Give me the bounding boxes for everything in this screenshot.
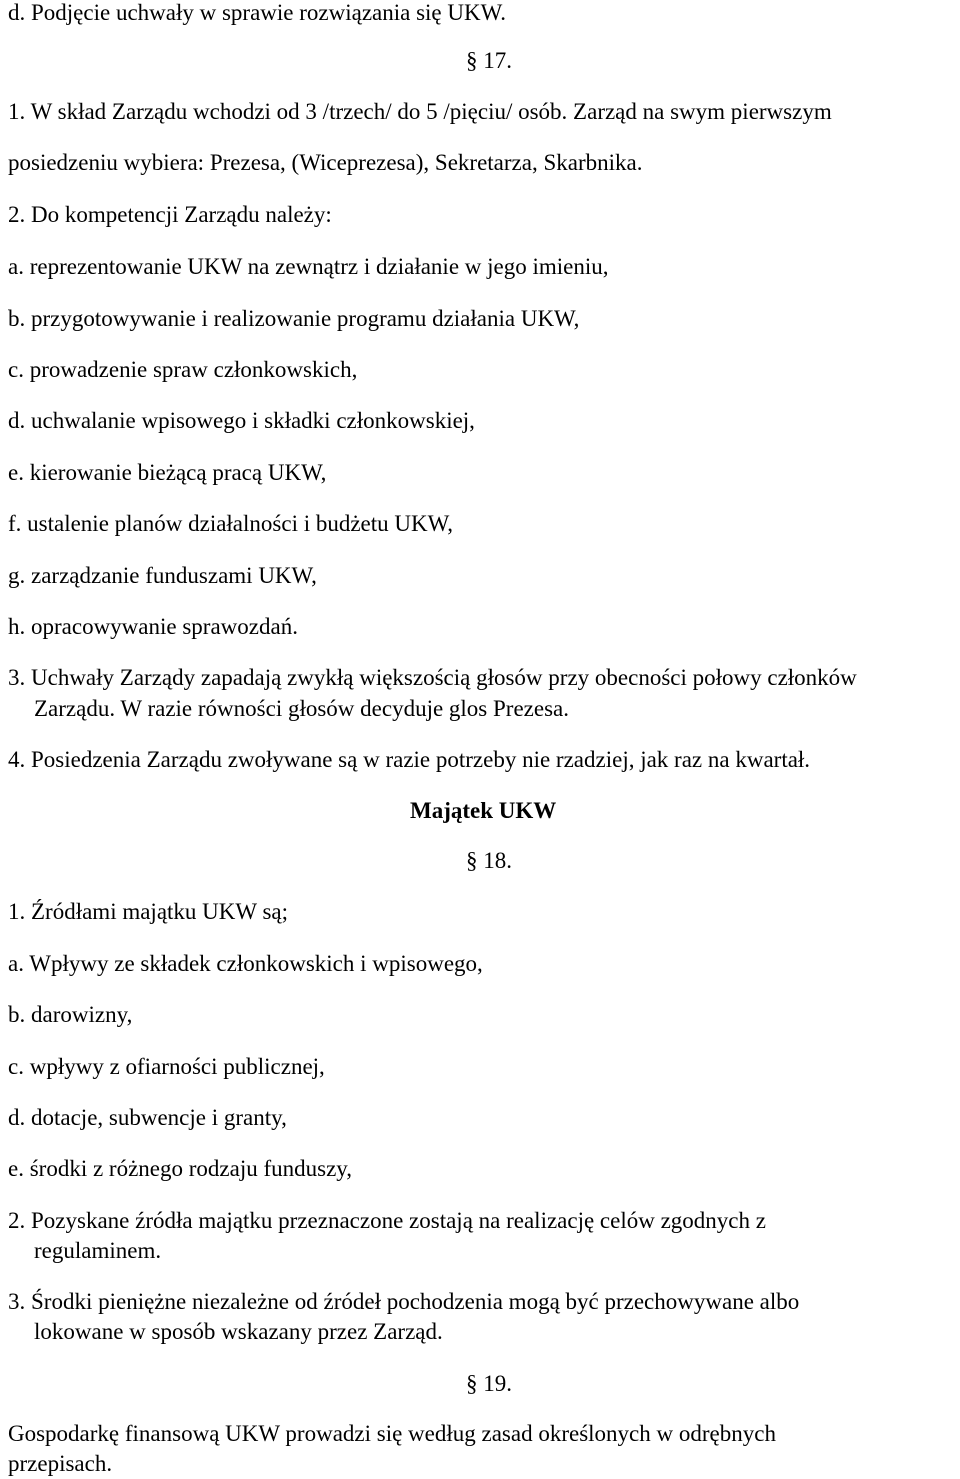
s17-p1-line2: posiedzeniu wybiera: Prezesa, (Wiceprezesa), Sekretarza, Skarbnika. (8, 150, 643, 175)
section-19-mark: § 19. (466, 1371, 512, 1396)
s17-item-g: g. zarządzanie funduszami UKW, (8, 563, 317, 588)
section-18-mark: § 18. (466, 848, 512, 873)
section-17-mark: § 17. (466, 48, 512, 73)
s18-p3-line2: lokowane w sposób wskazany przez Zarząd. (34, 1319, 443, 1344)
s17-p3-line2: Zarządu. W razie równości głosów decyduje glos Prezesa. (34, 696, 569, 721)
s17-p1-line1: 1. W skład Zarządu wchodzi od 3 /trzech/ do 5 /pięciu/ osób. Zarząd na swym pierwszym (8, 99, 832, 124)
s18-p2-line2: regulaminem. (34, 1238, 162, 1263)
s18-item-e: e. środki z różnego rodzaju funduszy, (8, 1156, 353, 1181)
s18-item-a: a. Wpływy ze składek członkowskich i wpisowego, (8, 951, 483, 976)
s17-item-a: a. reprezentowanie UKW na zewnątrz i działanie w jego imieniu, (8, 254, 609, 279)
s17-item-b: b. przygotowywanie i realizowanie programu działania UKW, (8, 306, 580, 331)
s18-p3-line1: 3. Środki pieniężne niezależne od źródeł pochodzenia mogą być przechowywane albo (8, 1289, 800, 1314)
item-d-dissolution: d. Podjęcie uchwały w sprawie rozwiązania się UKW. (8, 0, 506, 25)
s18-p1: 1. Źródłami majątku UKW są; (8, 899, 288, 924)
s19-p-line1: Gospodarkę finansową UKW prowadzi się według zasad określonych w odrębnych (8, 1421, 776, 1446)
s17-item-h: h. opracowywanie sprawozdań. (8, 614, 298, 639)
s18-item-b: b. darowizny, (8, 1002, 133, 1027)
s19-p-line2: przepisach. (8, 1451, 113, 1476)
s18-p2-line1: 2. Pozyskane źródła majątku przeznaczone zostają na realizację celów zgodnych z (8, 1208, 766, 1233)
s17-p3-line1: 3. Uchwały Zarządy zapadają zwykłą większością głosów przy obecności połowy członków (8, 665, 857, 690)
s18-item-c: c. wpływy z ofiarności publicznej, (8, 1054, 325, 1079)
s17-item-d: d. uchwalanie wpisowego i składki członkowskiej, (8, 408, 475, 433)
s17-p2: 2. Do kompetencji Zarządu należy: (8, 202, 332, 227)
s17-item-c: c. prowadzenie spraw członkowskich, (8, 357, 358, 382)
s18-item-d: d. dotacje, subwencje i granty, (8, 1105, 287, 1130)
assets-heading: Majątek UKW (410, 798, 557, 823)
s17-p4: 4. Posiedzenia Zarządu zwoływane są w razie potrzeby nie rzadziej, jak raz na kwartał. (8, 747, 811, 772)
s17-item-f: f. ustalenie planów działalności i budżetu UKW, (8, 511, 453, 536)
s17-item-e: e. kierowanie bieżącą pracą UKW, (8, 460, 327, 485)
